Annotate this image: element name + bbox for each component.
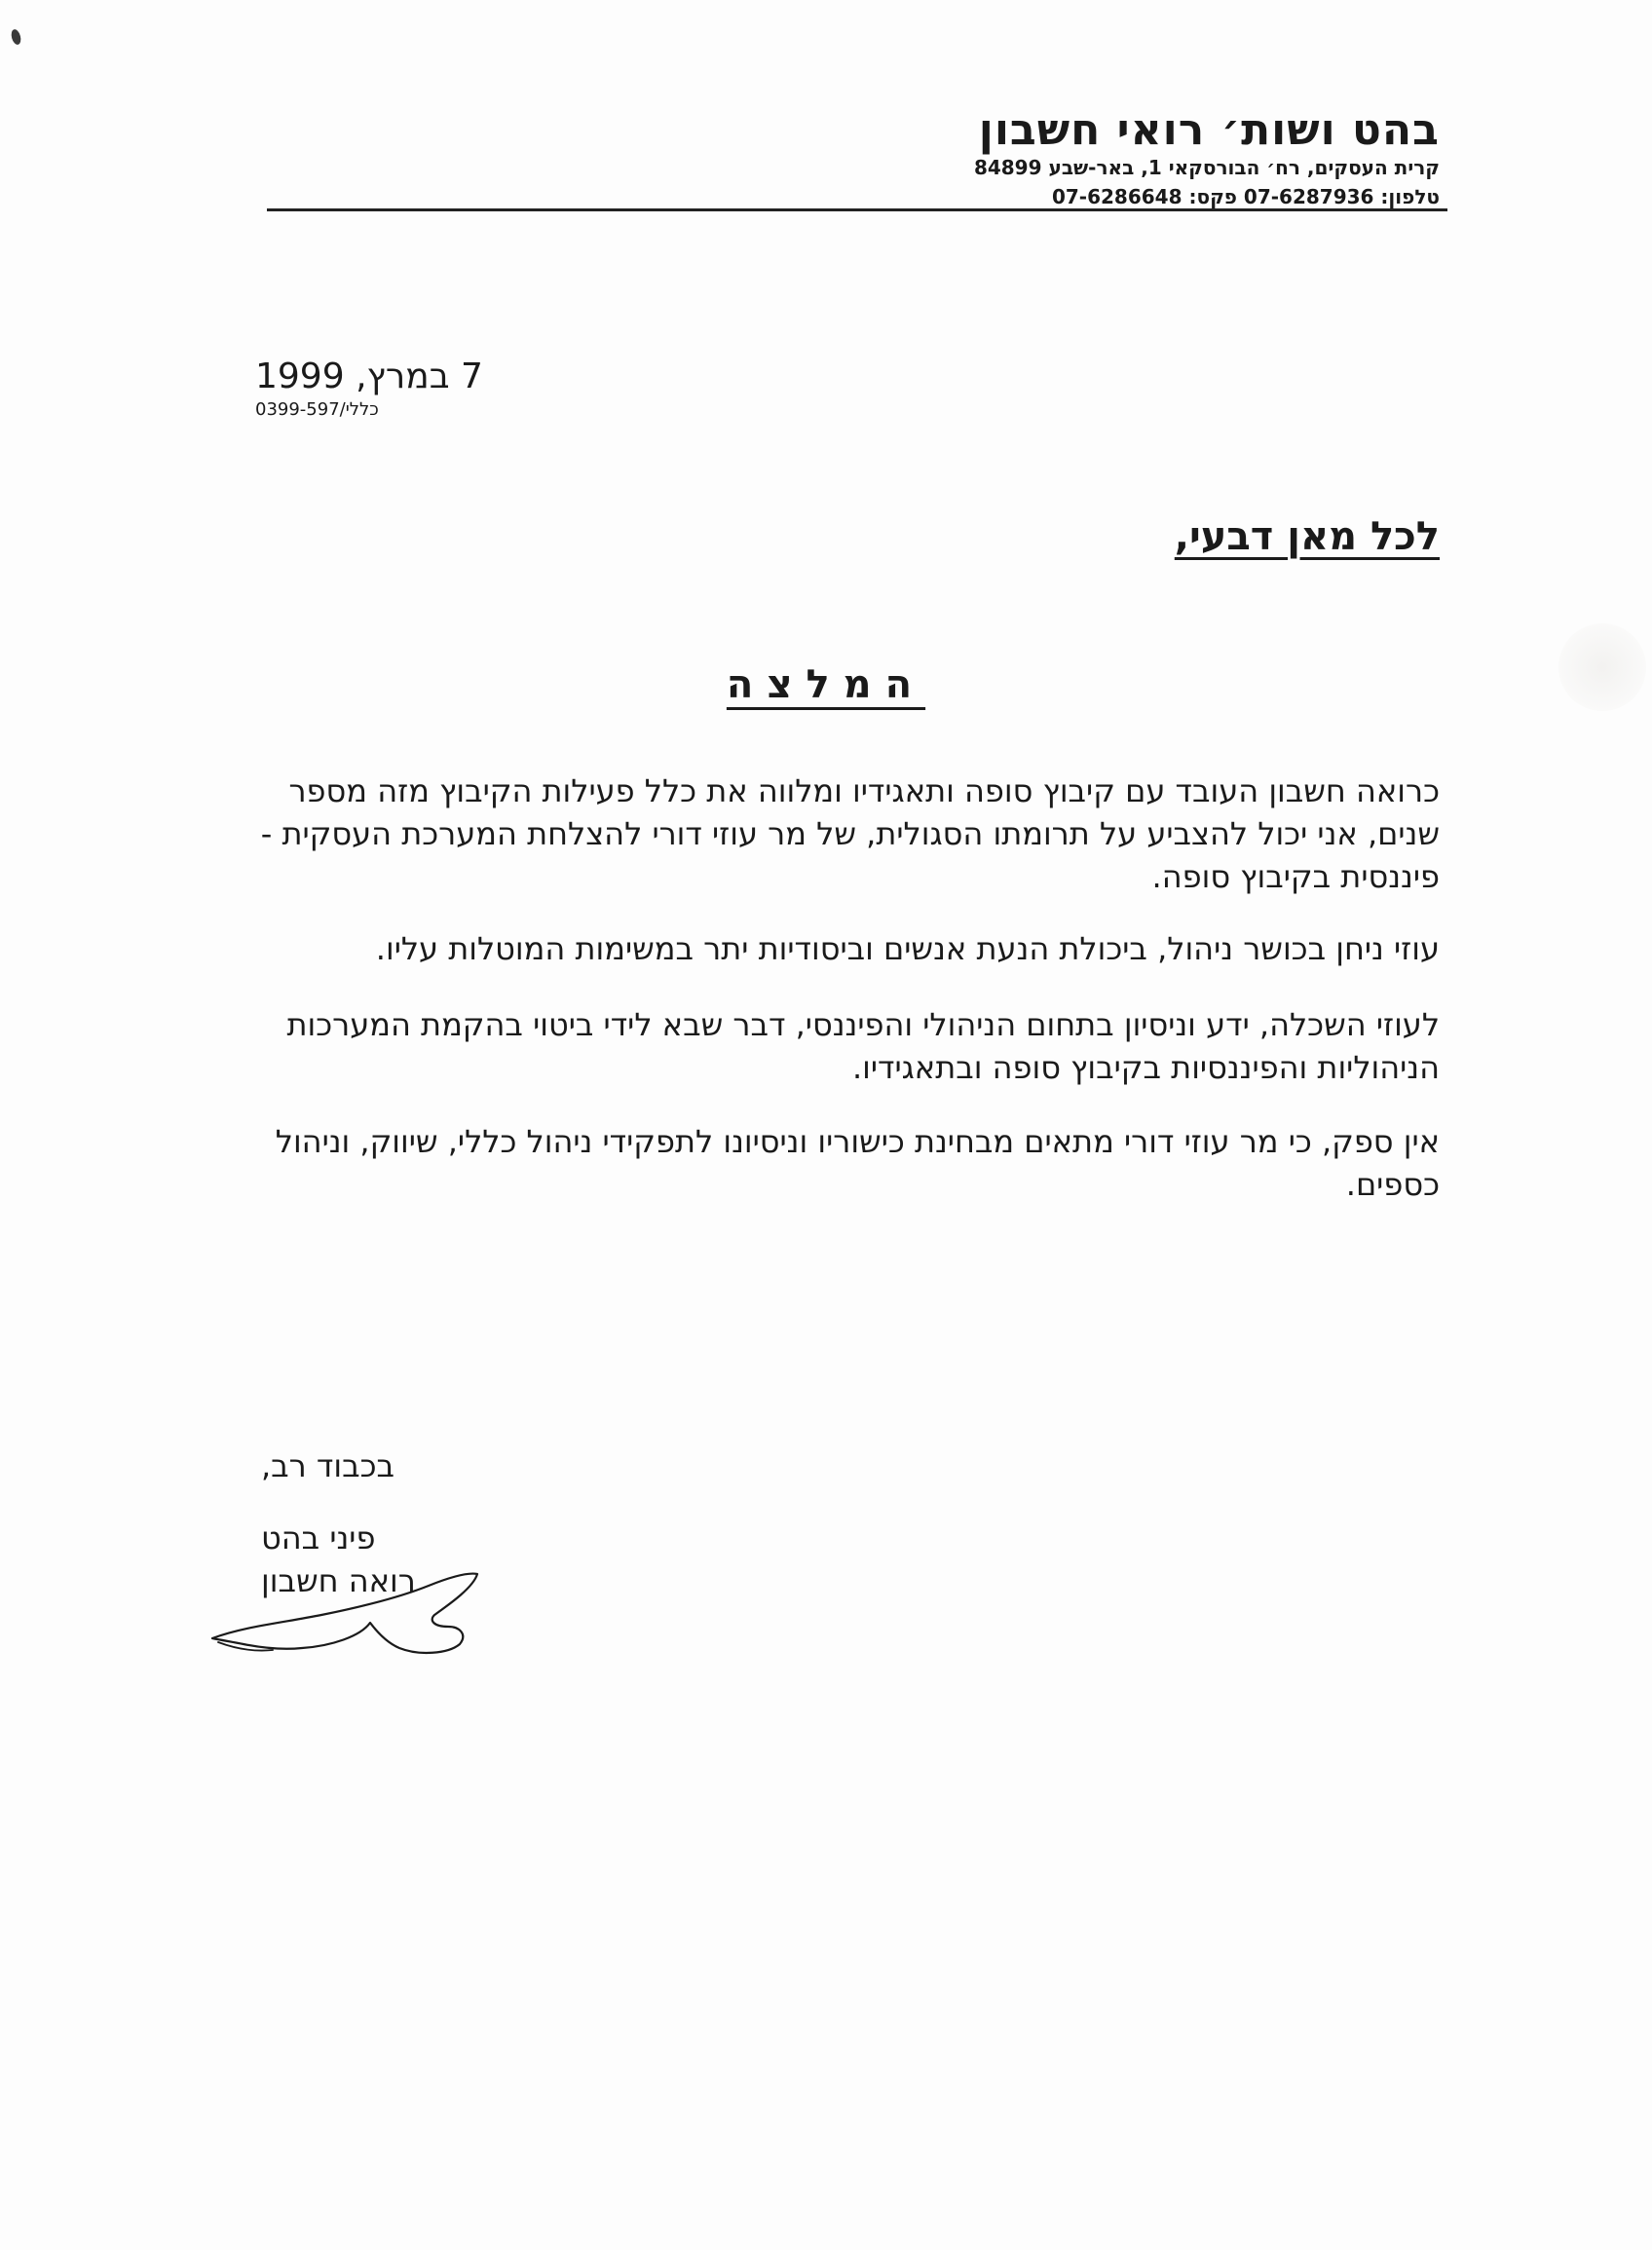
letter-subject-text: המלצה [726,662,926,707]
letter-subject [0,662,1652,707]
salutation: לכל מאן דבעי, [1174,514,1440,559]
letter-reference: 0399-597/כללי [255,399,379,420]
signer-name: פיני בהט [261,1519,376,1556]
letterhead-divider [267,208,1447,211]
body-paragraph-2: עוזי ניחן בכושר ניהול, ביכולת הנעת אנשים וביסודיות יתר במשימות המוטלות עליו. [375,930,1440,967]
closing-phrase: בכבוד רב, [261,1447,395,1484]
letter-date: 7 במרץ, 1999 [255,356,483,396]
body-paragraph-3: לעוזי השכלה, ידע וניסיון בתחום הניהולי והפיננסי, דבר שבא לידי ביטוי בהקמת המערכות הניהוליות והפיננסיות בקיבוץ סופה ובתאגידיו. [286,1006,1440,1086]
body-paragraph-1: כרואה חשבון העובד עם קיבוץ סופה ותאגידיו ומלווה את כלל פעילות הקיבוץ מזה מספר שנים, אני יכול להצביע על תרומתו הסגולית, של מר עוזי דורי להצלחת המערכת העסקית - פיננסית בקיבוץ סופה. [260,772,1440,895]
handwritten-signature [205,1558,487,1666]
signer-title: רואה חשבון [261,1562,416,1599]
letterhead-firm-name: בהט ושות׳ רואי חשבון [978,105,1440,155]
letterhead-phone-line: טלפון: 07-6287936 פקס: 07-6286648 [1051,185,1440,208]
paper-speck [10,28,22,46]
letterhead-address: קרית העסקים, רח׳ הבורסקאי 1, באר-שבע 84899 [973,156,1440,179]
body-paragraph-4: אין ספק, כי מר עוזי דורי מתאים מבחינת כישוריו וניסיונו לתפקידי ניהול כללי, שיווק, וניהול כספים. [275,1123,1440,1203]
